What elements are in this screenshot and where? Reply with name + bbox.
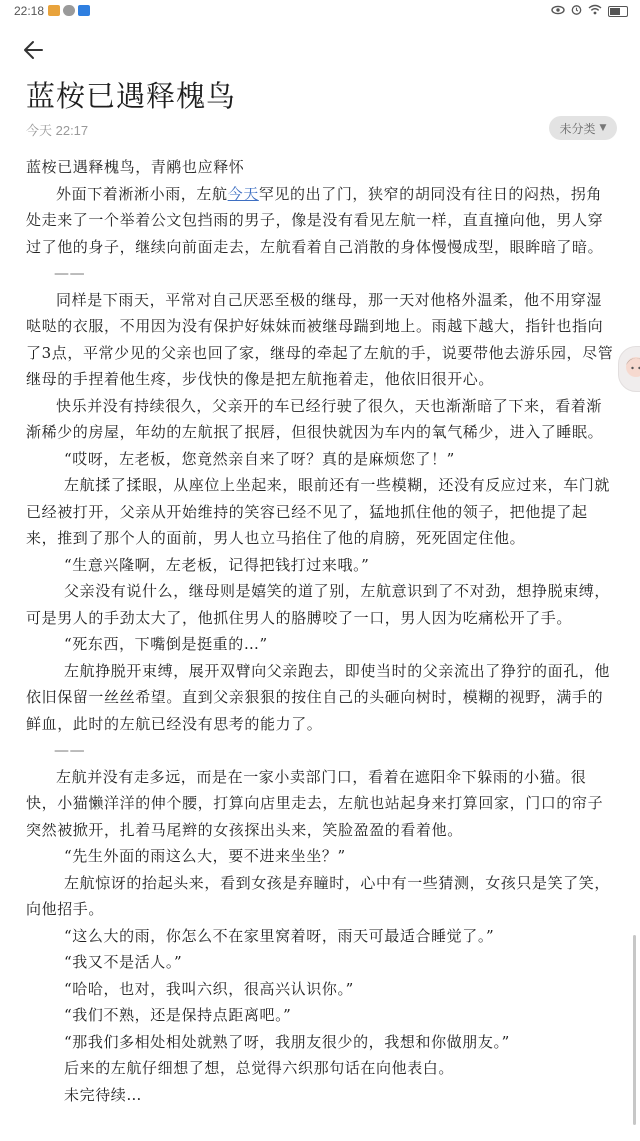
note-paragraph: “我们不熟，还是保持点距离吧。” — [64, 1006, 292, 1024]
download-icon — [78, 5, 90, 16]
dropdown-arrow-icon: ▼ — [599, 123, 607, 133]
note-paragraph — [26, 181, 616, 261]
note-paragraph: “死东西，下嘴倒是挺重的…” — [64, 635, 268, 653]
status-time: 22:18 — [14, 4, 45, 18]
scrollbar-thumb[interactable] — [633, 935, 636, 1125]
note-paragraph: 左航揉了揉眼，从座位上坐起来，眼前还有一些模糊，还没有反应过来，车门就已经被打开，父亲从开始维持的笑容已经不见了，猛地抓住他的领子，把他提了起来，推到了那个人的面前，男人也立马掐住了他的肩膀，死死固定住他。 — [26, 476, 611, 547]
note-paragraph: 未完待续… — [64, 1085, 143, 1104]
section-divider: —— — [54, 741, 86, 759]
notification-icons — [48, 5, 90, 16]
note-paragraph: “哈哈，也对，我叫六织，很高兴认识你。” — [64, 979, 354, 998]
battery-icon — [608, 6, 628, 17]
note-paragraph: “哎呀，左老板，您竟然亲自来了呀？真的是麻烦您了！” — [64, 449, 455, 468]
note-body[interactable] — [26, 154, 616, 1108]
note-paragraph: 蓝桉已遇释槐鸟，青鹇也应释怀 — [26, 158, 245, 176]
note-paragraph: 父亲没有说什么，继母则是嬉笑的道了别，左航意识到了不对劲，想挣脱束缚，可是男人的手劲太大了，他抓住男人的胳膊咬了一口，男人因为吃痛松开了手。 — [26, 582, 611, 627]
status-bar — [0, 0, 640, 24]
note-timestamp: 今天 22:17 — [26, 123, 89, 138]
notification-app-icon — [48, 5, 60, 16]
section-divider: —— — [54, 264, 86, 282]
alarm-icon — [571, 4, 582, 18]
note-paragraph: 同样是下雨天，平常对自己厌恶至极的继母，那一天对他格外温柔，他不用穿湿哒哒的衣服，不用因为没有保护好妹妹而被继母踹到地上。雨越下越大，指针也指向了3点，平常少见的父亲也回了家，继母的牵起了左航的手，说要带他去游乐园，尽管继母的手捏着他生疼，步伐快的像是把左航拖着走，他依旧很开心。 — [26, 290, 614, 388]
note-title[interactable]: 蓝桉已遇释槐鸟 — [26, 79, 237, 113]
wifi-icon — [588, 4, 602, 18]
floating-assistant-avatar[interactable] — [618, 346, 640, 392]
note-paragraph: 左航挣脱开束缚，展开双臂向父亲跑去，即使当时的父亲流出了狰狞的面孔，他依旧保留一丝丝希望。直到父亲狠狠的按住自己的头砸向树时，模糊的视野，满手的鲜血，此时的左航已经没有思考的能力了。 — [26, 661, 611, 733]
note-paragraph: “先生外面的雨这么大，要不进来坐坐？” — [64, 847, 346, 865]
note-paragraph: 左航惊讶的抬起头来，看到女孩是弃瞳时，心中有一些猜测，女孩只是笑了笑，向他招手。 — [26, 873, 611, 918]
avatar-icon — [619, 347, 640, 391]
note-paragraph: 快乐并没有持续很久，父亲开的车已经行驶了很久，天也渐渐暗了下来，看着渐渐稀少的房屋，年幼的左航抿了抿唇，但很快就因为车内的氧气稀少，进入了睡眠。 — [26, 396, 604, 441]
date-link[interactable]: 今天 — [227, 184, 259, 203]
back-button[interactable] — [18, 34, 50, 66]
paragraph-text: 外面下着淅淅小雨，左航 — [56, 184, 228, 203]
chat-icon — [63, 5, 75, 16]
category-dropdown[interactable] — [549, 116, 617, 140]
back-arrow-icon — [18, 34, 50, 66]
note-paragraph: “我又不是活人。” — [64, 953, 183, 971]
note-paragraph: 左航并没有走多远，而是在一家小卖部门口，看着在遮阳伞下躲雨的小猫。很快，小猫懒洋洋的伸个腰，打算向店里走去，左航也站起身来打算回家，门口的帘子突然被掀开，扎着马尾辫的女孩探出头来，笑脸盈盈的看着他。 — [26, 767, 604, 839]
note-paragraph: “生意兴隆啊，左老板，记得把钱打过来哦。” — [64, 555, 370, 574]
eye-icon — [551, 4, 565, 18]
note-paragraph: “那我们多相处相处就熟了呀，我朋友很少的，我想和你做朋友。” — [64, 1032, 510, 1051]
note-paragraph: 后来的左航仔细想了想，总觉得六织那句话在向他表白。 — [64, 1059, 455, 1077]
category-label: 未分类 — [559, 121, 596, 136]
paragraph-text: 罕见的出了门，狭窄的胡同没有往日的闷热，拐角处走来了一个举着公文包挡雨的男子，像是没有看见左航一样，直直撞向他，男人穿过了他的身子，继续向前面走去，左航看着自己消散的身体慢慢成型，眼眸暗了暗。 — [26, 184, 604, 256]
note-paragraph: “这么大的雨，你怎么不在家里窝着呀，雨天可最适合睡觉了。” — [64, 926, 495, 945]
status-right — [551, 4, 628, 18]
